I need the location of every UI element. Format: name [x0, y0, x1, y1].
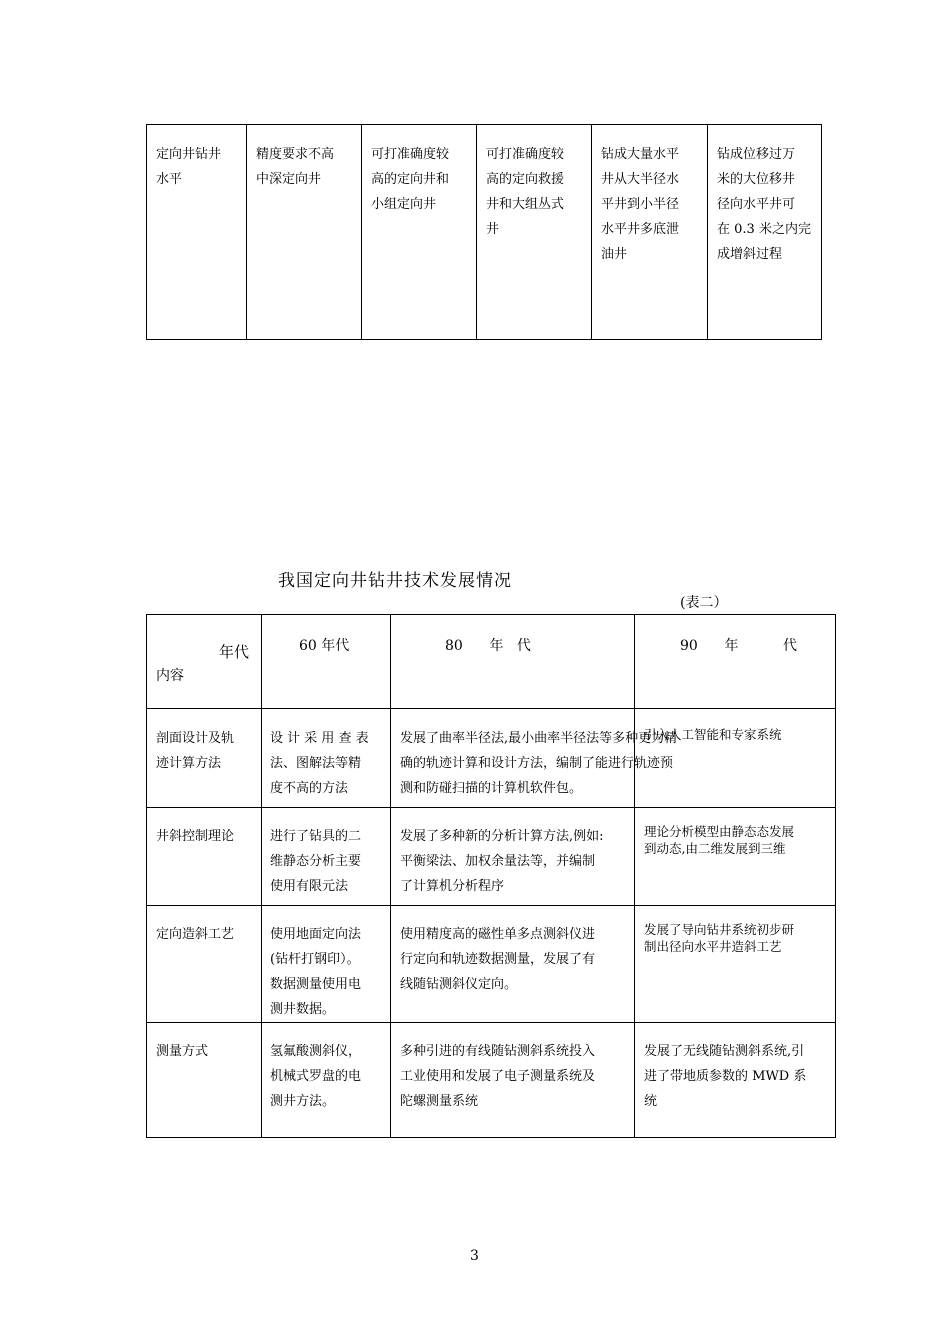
table-cell-90s: 理论分析模型由静态态发展 到动态,由二维发展到三维	[644, 824, 795, 856]
table-cell-90s: 引入人工智能和专家系统	[644, 727, 782, 742]
table-1-cell: 可打准确度较 高的定向救援 井和大组丛式 井	[486, 147, 565, 237]
table-cell-80s: 发展了多种新的分析计算方法,例如: 平衡梁法、加权余量法等，并编制 了计算机分析程序	[400, 829, 604, 894]
table-cell-60s: 使用地面定向法 (钻杆打钢印）。 数据测量使用电 测井数据。	[270, 927, 362, 1017]
table-cell-80s: 发展了曲率半径法,最小曲率半径法等多种更为精 确的轨迹计算和设计方法，编制了能进行轨迹预 测和防碰扫描的计算机软件包。	[400, 731, 678, 796]
table-1-cell: 可打准确度较 高的定向井和 小组定向井	[371, 147, 450, 212]
table-row-label: 剖面设计及轨 迹计算方法	[156, 731, 235, 771]
header-col-90s: 90 年 代	[680, 638, 798, 654]
table-1-cell: 定向井钻井 水平	[156, 147, 222, 187]
table-row-label: 定向造斜工艺	[156, 927, 235, 942]
header-corner-year: 年代	[219, 643, 250, 661]
table-2-subtitle: (表二）	[680, 595, 728, 611]
table-cell-80s: 使用精度高的磁性单多点测斜仪进 行定向和轨迹数据测量，发展了有 线随钻测斜仪定向。	[400, 927, 596, 992]
table-cell-80s: 多种引进的有线随钻测斜系统投入 工业使用和发展了电子测量系统及 陀螺测量系统	[400, 1044, 596, 1109]
header-col-80s: 80 年 代	[445, 638, 531, 654]
table-1-cell: 精度要求不高 中深定向井	[256, 147, 335, 187]
table-row-label: 井斜控制理论	[156, 829, 235, 844]
table-row-label: 测量方式	[156, 1044, 209, 1059]
page-number: 3	[470, 1248, 479, 1264]
table-1-cell: 钻成大量水平 井从大半径水 平井到小半径 水平井多底泄 油井	[601, 147, 680, 262]
header-col-60s: 60 年代	[299, 638, 350, 654]
table-cell-60s: 进行了钻具的二 维静态分析主要 使用有限元法	[270, 829, 362, 894]
table-cell-60s: 设 计 采 用 查 表 法、图解法等精 度不高的方法	[270, 731, 369, 796]
table-cell-90s: 发展了无线随钻测斜系统,引 进了带地质参数的 MWD 系 统	[644, 1044, 807, 1109]
table-1-cell: 钻成位移过万 米的大位移井 径向水平井可 在 0.3 米之内完 成增斜过程	[717, 147, 811, 262]
table-2-title: 我国定向井钻井技术发展情况	[278, 571, 512, 591]
header-corner-content: 内容	[156, 668, 184, 684]
table-cell-60s: 氢氟酸测斜仪， 机械式罗盘的电 测井方法。	[270, 1044, 362, 1109]
table-cell-90s: 发展了导向钻井系统初步研 制出径向水平井造斜工艺	[644, 922, 795, 954]
